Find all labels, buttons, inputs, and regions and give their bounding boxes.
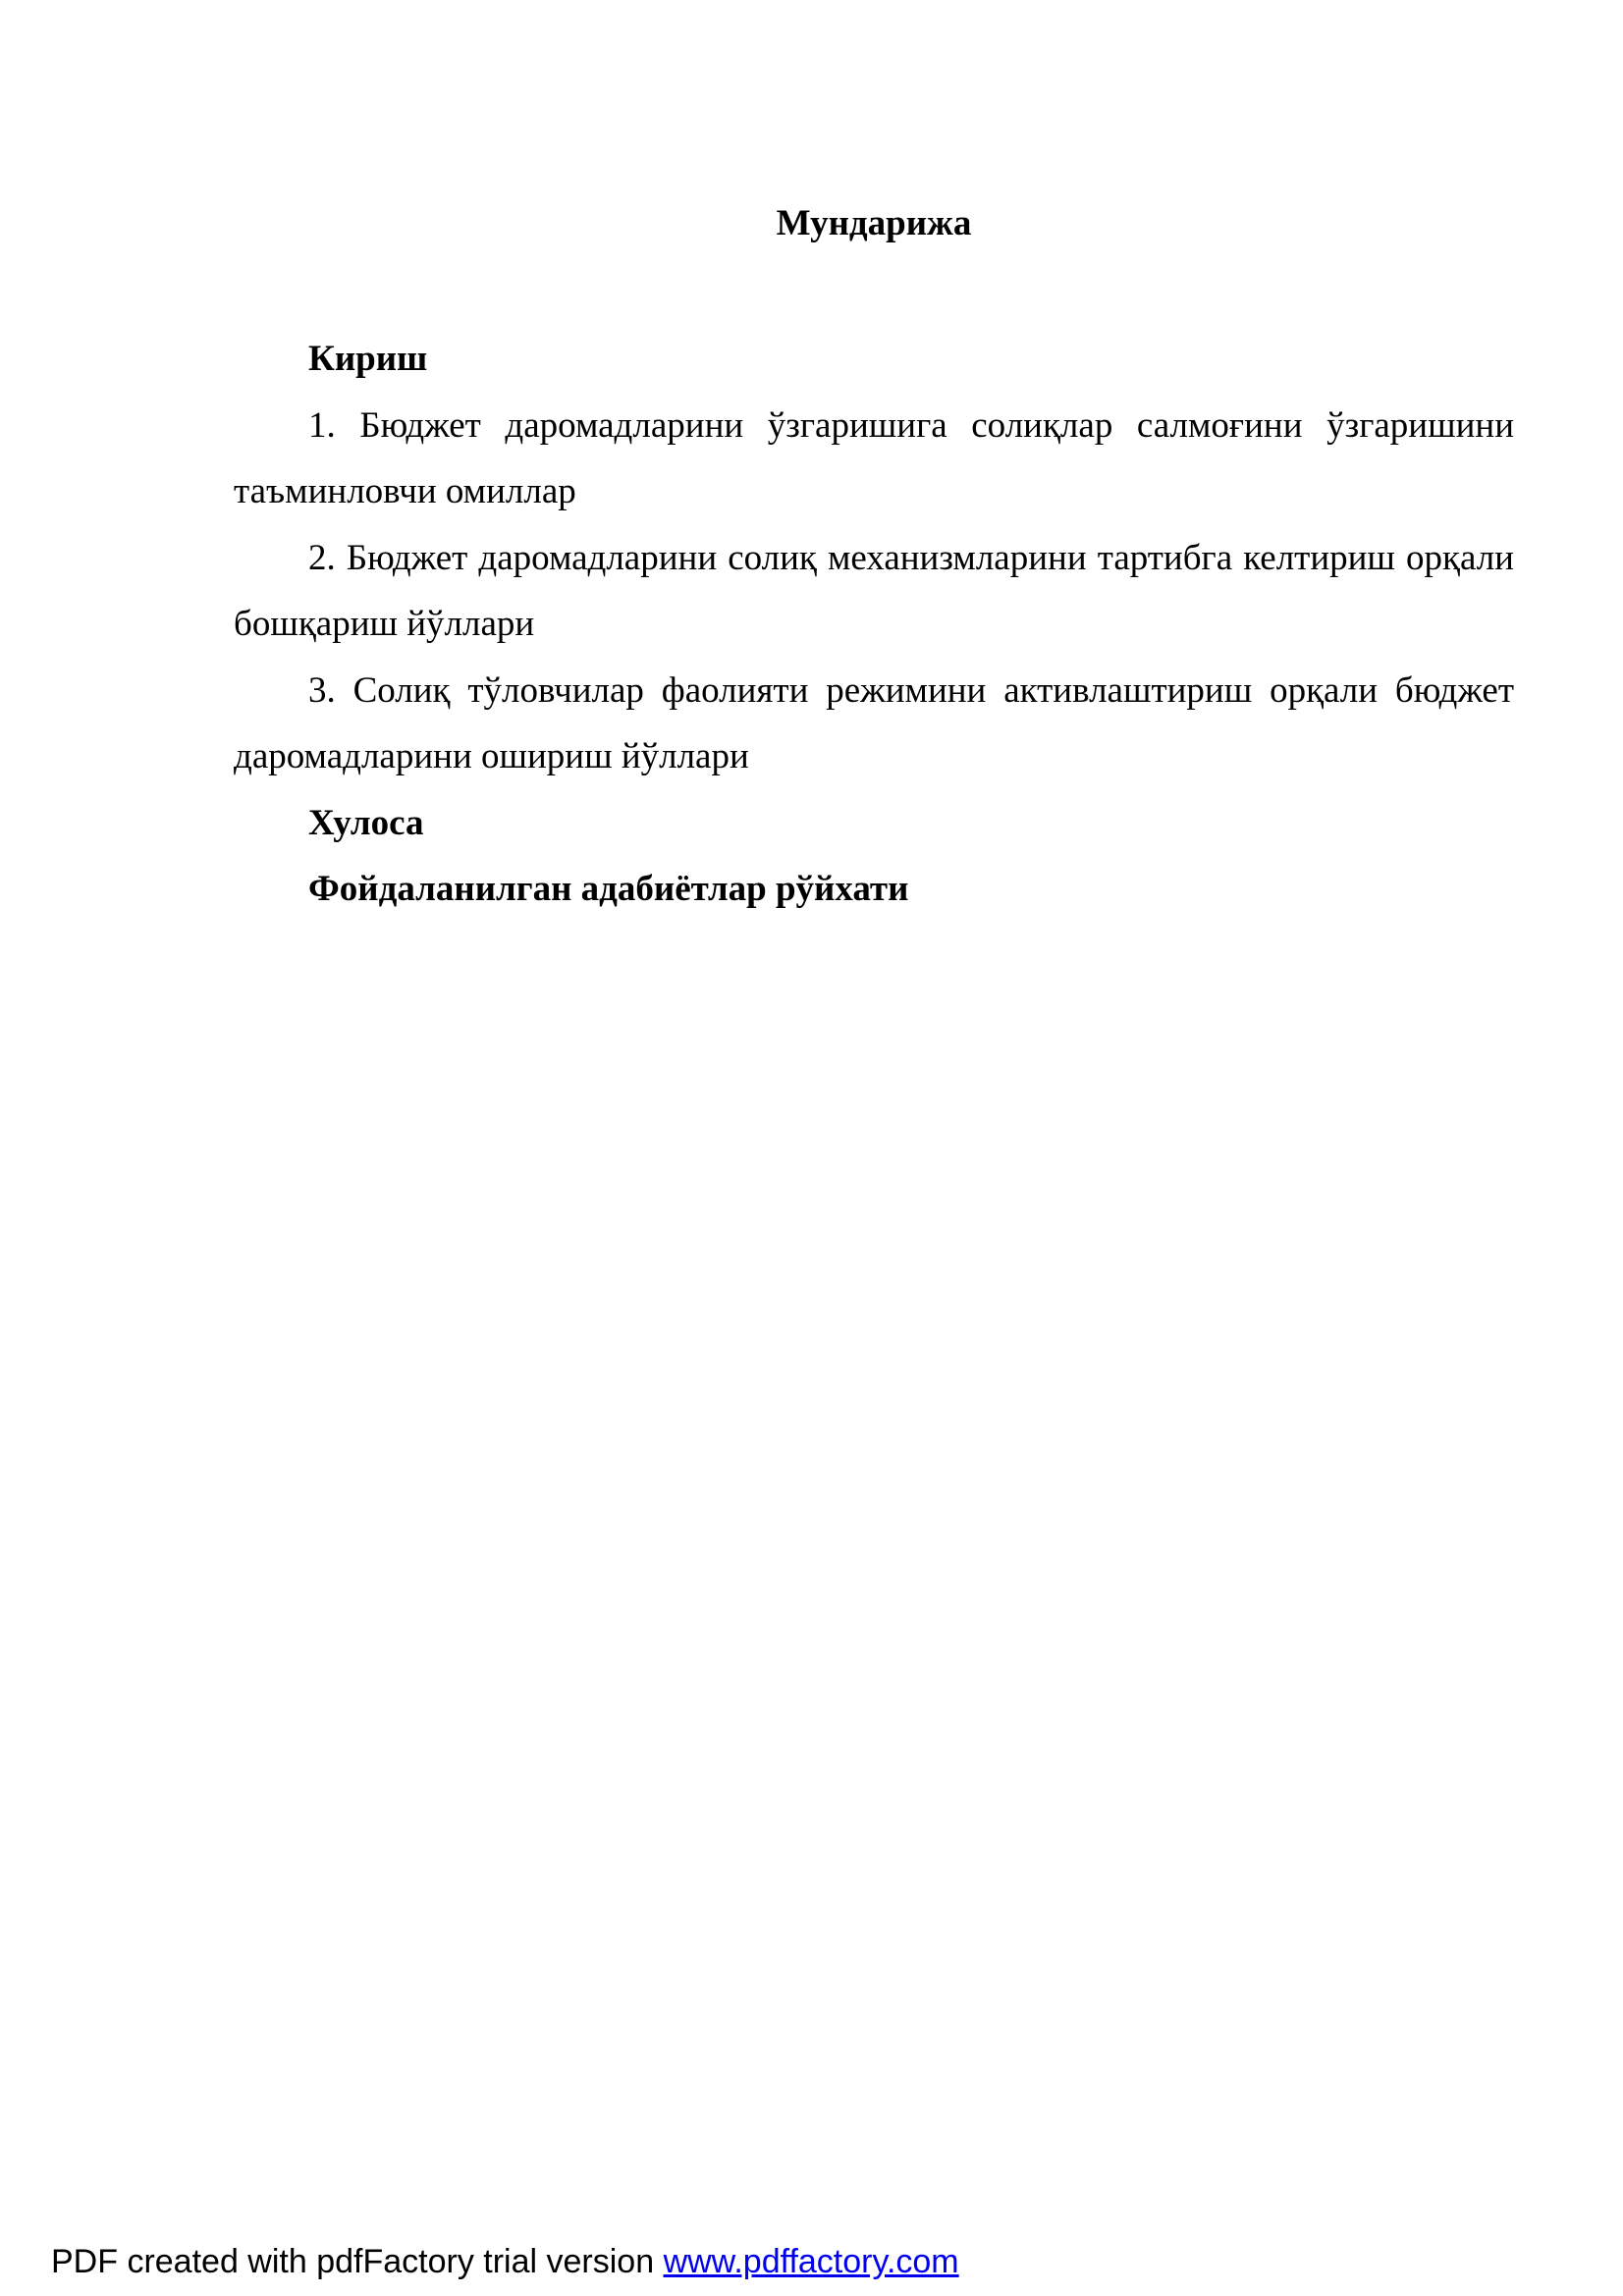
table-of-contents	[234, 326, 1514, 923]
toc-item-2: 2. Бюджет даромадларини солиқ механизмларини тартибга келтириш орқали бошқариш йўллари	[234, 537, 1514, 644]
toc-item-introduction: Кириш	[308, 339, 428, 379]
toc-item-1: 1. Бюджет даромадларини ўзгаришига солиқлар салмоғини ўзгаришини таъминловчи омиллар	[234, 404, 1514, 511]
toc-item-3: 3. Солиқ тўловчилар фаолияти режимини активлаштириш орқали бюджет даромадларини ошириш йўллари	[234, 669, 1514, 776]
toc-item-conclusion: Хулоса	[308, 802, 424, 843]
page-title: Мундарижа	[776, 203, 972, 243]
footer-text: PDF created with pdfFactory trial version	[51, 2243, 664, 2280]
pdf-footer	[51, 2240, 959, 2283]
pdffactory-link[interactable]: www.pdffactory.com	[663, 2243, 959, 2280]
toc-item-references: Фойдаланилган адабиётлар рўйхати	[308, 869, 909, 909]
